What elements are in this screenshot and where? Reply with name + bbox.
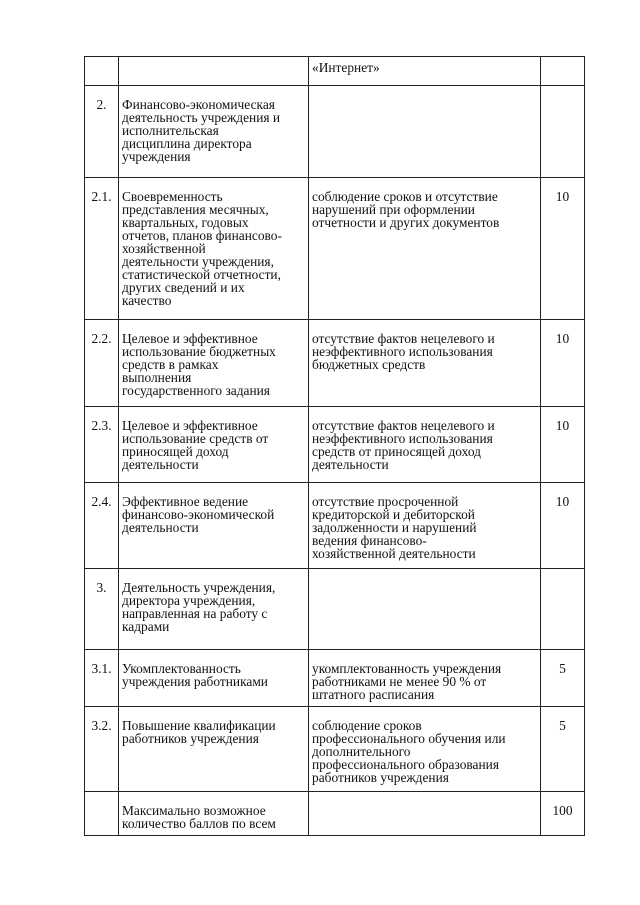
indicator-criteria xyxy=(309,569,541,650)
indicator-score: 10 xyxy=(541,407,585,483)
table-row xyxy=(85,650,585,707)
indicator-name: Деятельность учреждения, директора учреждения, направленная на работу с кадрами xyxy=(119,569,309,650)
indicator-criteria: укомплектованность учреждения работниками не менее 90 % от штатного расписания xyxy=(309,650,541,707)
indicator-score xyxy=(541,569,585,650)
indicator-score xyxy=(541,86,585,178)
table-row xyxy=(85,407,585,483)
indicator-score: 10 xyxy=(541,178,585,320)
row-number xyxy=(85,57,119,86)
indicator-name: Максимально возможное количество баллов по всем xyxy=(119,792,309,836)
row-number: 2.4. xyxy=(85,483,119,569)
indicator-criteria: отсутствие фактов нецелевого и неэффективного использования средств от приносящей доход деятельности xyxy=(309,407,541,483)
row-number: 2.2. xyxy=(85,320,119,407)
indicator-name: Своевременность представления месячных, квартальных, годовых отчетов, планов финансово- хозяйственной деятельности учреждения, статистической отчетности, других сведений и их качество xyxy=(119,178,309,320)
indicator-name: Укомплектованность учреждения работниками xyxy=(119,650,309,707)
indicator-name xyxy=(119,57,309,86)
row-number xyxy=(85,792,119,836)
indicator-score: 5 xyxy=(541,707,585,792)
indicator-score: 100 xyxy=(541,792,585,836)
table-row xyxy=(85,178,585,320)
row-number: 2. xyxy=(85,86,119,178)
indicator-criteria: «Интернет» xyxy=(309,57,541,86)
indicator-score: 10 xyxy=(541,483,585,569)
row-number: 3. xyxy=(85,569,119,650)
indicator-criteria xyxy=(309,86,541,178)
indicator-criteria: отсутствие фактов нецелевого и неэффективного использования бюджетных средств xyxy=(309,320,541,407)
row-number: 2.1. xyxy=(85,178,119,320)
table-row xyxy=(85,569,585,650)
indicator-criteria: соблюдение сроков профессионального обучения или дополнительного профессионального образования работников учреждения xyxy=(309,707,541,792)
indicator-score: 5 xyxy=(541,650,585,707)
table-row xyxy=(85,483,585,569)
indicator-score: 10 xyxy=(541,320,585,407)
indicator-criteria: соблюдение сроков и отсутствие нарушений при оформлении отчетности и других документов xyxy=(309,178,541,320)
document-page xyxy=(84,56,584,836)
indicator-name: Финансово-экономическая деятельность учреждения и исполнительская дисциплина директора учреждения xyxy=(119,86,309,178)
indicator-name: Целевое и эффективное использование средств от приносящей доход деятельности xyxy=(119,407,309,483)
table-row xyxy=(85,86,585,178)
table-row xyxy=(85,707,585,792)
indicator-criteria: отсутствие просроченной кредиторской и дебиторской задолженности и нарушений ведения финансово- хозяйственной деятельности xyxy=(309,483,541,569)
row-number: 3.1. xyxy=(85,650,119,707)
table-row xyxy=(85,320,585,407)
table-row xyxy=(85,792,585,836)
table-row xyxy=(85,57,585,86)
indicator-name: Эффективное ведение финансово-экономической деятельности xyxy=(119,483,309,569)
row-number: 2.3. xyxy=(85,407,119,483)
row-number: 3.2. xyxy=(85,707,119,792)
criteria-table xyxy=(84,56,585,836)
indicator-name: Целевое и эффективное использование бюджетных средств в рамках выполнения государственного задания xyxy=(119,320,309,407)
indicator-criteria xyxy=(309,792,541,836)
indicator-score xyxy=(541,57,585,86)
indicator-name: Повышение квалификации работников учреждения xyxy=(119,707,309,792)
